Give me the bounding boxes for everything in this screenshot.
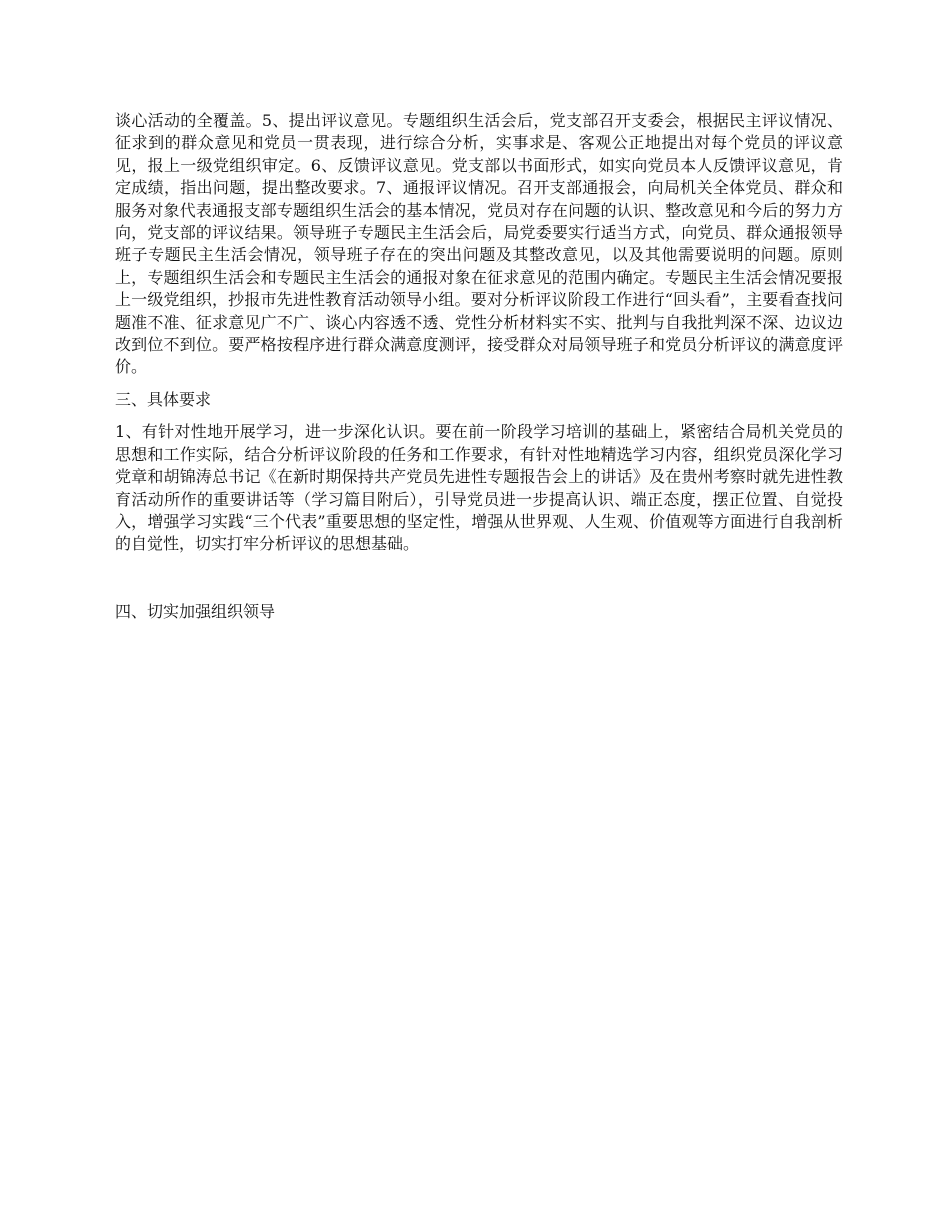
- body-paragraph-evaluation-steps: 谈心活动的全覆盖。5、提出评议意见。专题组织生活会后，党支部召开支委会，根据民主评议情况、征求到的群众意见和党员一贯表现，进行综合分析，实事求是、客观公正地提出对每个党员的评议意见，报上一级党组织审定。6、反馈评议意见。党支部以书面形式，如实向党员本人反馈评议意见，肯定成绩，指出问题，提出整改要求。7、通报评议情况。召开支部通报会，向局机关全体党员、群众和服务对象代表通报支部专题组织生活会的基本情况，党员对存在问题的认识、整改意见和今后的努力方向，党支部的评议结果。领导班子专题民主生活会后，局党委要实行适当方式，向党员、群众通报领导班子专题民主生活会情况，领导班子存在的突出问题及其整改意见，以及其他需要说明的问题。原则上，专题组织生活会和专题民主生活会的通报对象在征求意见的范围内确定。专题民主生活会情况要报上一级党组织，抄报市先进性教育活动领导小组。要对分析评议阶段工作进行“回头看”，主要看查找问题准不准、征求意见广不广、谈心内容透不透、党性分析材料实不实、批判与自我批判深不深、边议边改到位不到位。要严格按程序进行群众满意度测评，接受群众对局领导班子和党员分析评议的满意度评价。: [115, 111, 843, 377]
- section-heading-organizational-leadership: 四、切实加强组织领导: [115, 601, 276, 621]
- body-paragraph-study-requirements: 1、有针对性地开展学习，进一步深化认识。要在前一阶段学习培训的基础上，紧密结合局机关党员的思想和工作实际，结合分析评议阶段的任务和工作要求，有针对性地精选学习内容，组织党员深化学习党章和胡锦涛总书记《在新时期保持共产党员先进性专题报告会上的讲话》及在贵州考察时就先进性教育活动所作的重要讲话等（学习篇目附后），引导党员进一步提高认识、端正态度，摆正位置、自觉投入，增强学习实践“三个代表”重要思想的坚定性，增强从世界观、人生观、价值观等方面进行自我剖析的自觉性，切实打牢分析评议的思想基础。: [115, 422, 843, 554]
- paragraph-spacer: [115, 411, 843, 421]
- paragraph-spacer: [115, 379, 843, 389]
- document-page: [115, 110, 843, 623]
- paragraph-spacer: [115, 556, 843, 601]
- section-heading-specific-requirements: 三、具体要求: [115, 389, 212, 409]
